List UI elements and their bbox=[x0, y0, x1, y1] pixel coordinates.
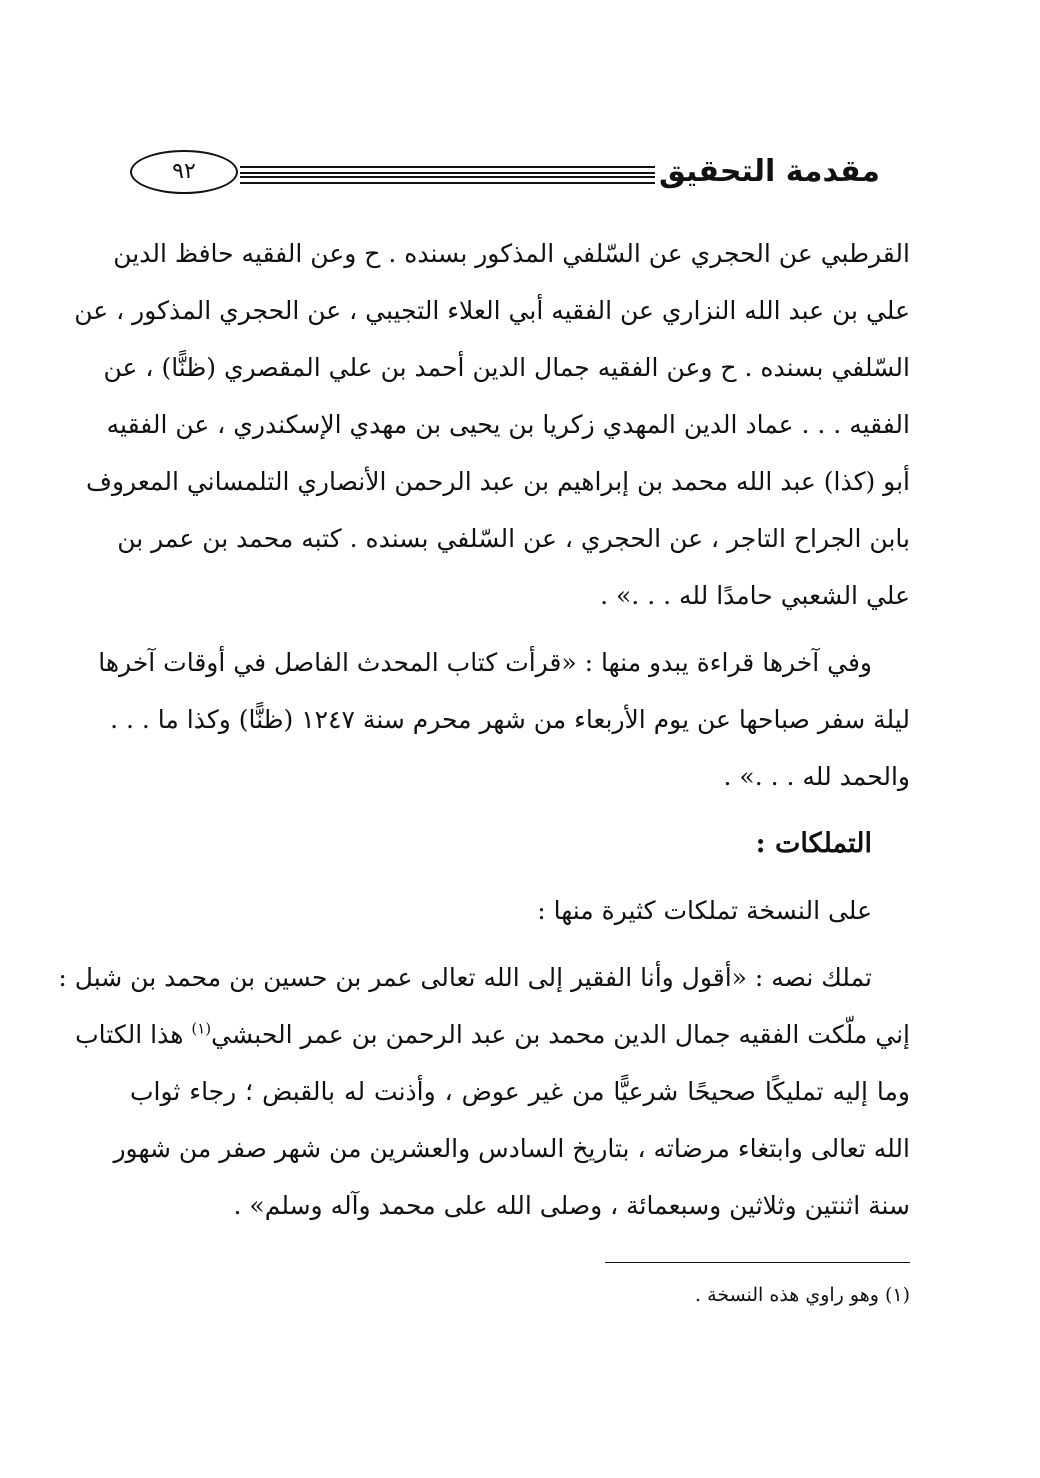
text-line: السّلفي بسنده . ح وعن الفقيه جمال الدين أحمد بن علي المقصري (ظنًّا) ، عن bbox=[103, 353, 910, 382]
text-line: والحمد لله . . .» . bbox=[723, 762, 910, 791]
main-text bbox=[58, 225, 910, 1234]
text-line: علي بن عبد الله النزاري عن الفقيه أبي العلاء التجيبي ، عن الحجري المذكور ، عن bbox=[74, 296, 910, 325]
text-line: وما إليه تمليكًا صحيحًا شرعيًّا من غير عوض ، وأذنت له بالقبض ؛ رجاء ثواب bbox=[130, 1077, 910, 1106]
text-line bbox=[75, 1006, 910, 1063]
section-intro: على النسخة تملكات كثيرة منها : bbox=[537, 896, 872, 925]
ownership-paragraph bbox=[58, 949, 910, 1234]
text-line: تملك نصه : «أقول وأنا الفقير إلى الله تعالى عمر بن حسين بن محمد بن شبل : bbox=[58, 963, 872, 992]
text-line: ليلة سفر صباحها عن يوم الأربعاء من شهر محرم سنة ١٢٤٧ (ظنًّا) وكذا ما . . . bbox=[110, 705, 910, 734]
text-segment: هذا الكتاب bbox=[75, 1020, 184, 1049]
text-line: الله تعالى وابتغاء مرضاته ، بتاريخ السادس والعشرين من شهر صفر من شهور bbox=[113, 1134, 910, 1163]
section-heading: التملكات : bbox=[755, 828, 872, 859]
header-rule-top bbox=[240, 166, 655, 174]
page-number: ٩٢ bbox=[130, 150, 238, 194]
book-title: مقدمة التحقيق bbox=[658, 154, 880, 189]
paragraph-1 bbox=[74, 225, 910, 624]
header-rule-bottom bbox=[240, 176, 655, 184]
text-segment: إني ملّكت الفقيه جمال الدين محمد بن عبد الرحمن بن عمر الحبشي bbox=[211, 1020, 910, 1049]
text-line: سنة اثنتين وثلاثين وسبعمائة ، وصلى الله على محمد وآله وسلم» . bbox=[233, 1191, 910, 1220]
footnote-marker[interactable]: (١) bbox=[191, 1019, 212, 1038]
text-line: القرطبي عن الحجري عن السّلفي المذكور بسنده . ح وعن الفقيه حافظ الدين bbox=[113, 239, 910, 268]
text-line: وفي آخرها قراءة يبدو منها : «قرأت كتاب المحدث الفاصل في أوقات آخرها bbox=[98, 648, 872, 677]
page-header bbox=[130, 150, 880, 210]
text-line: أبو (كذا) عبد الله محمد بن إبراهيم بن عبد الرحمن الأنصاري التلمساني المعروف bbox=[86, 467, 910, 496]
text-line: علي الشعبي حامدًا لله . . .» . bbox=[600, 581, 910, 610]
text-line: الفقيه . . . عماد الدين المهدي زكريا بن يحيى بن مهدي الإسكندري ، عن الفقيه bbox=[106, 410, 910, 439]
paragraph-2 bbox=[98, 634, 910, 805]
footnote: (١) وهو راوي هذه النسخة . bbox=[695, 1284, 910, 1306]
footnote-separator bbox=[605, 1262, 910, 1263]
text-line: بابن الجراح التاجر ، عن الحجري ، عن السّلفي بسنده . كتبه محمد بن عمر بن bbox=[117, 524, 910, 553]
